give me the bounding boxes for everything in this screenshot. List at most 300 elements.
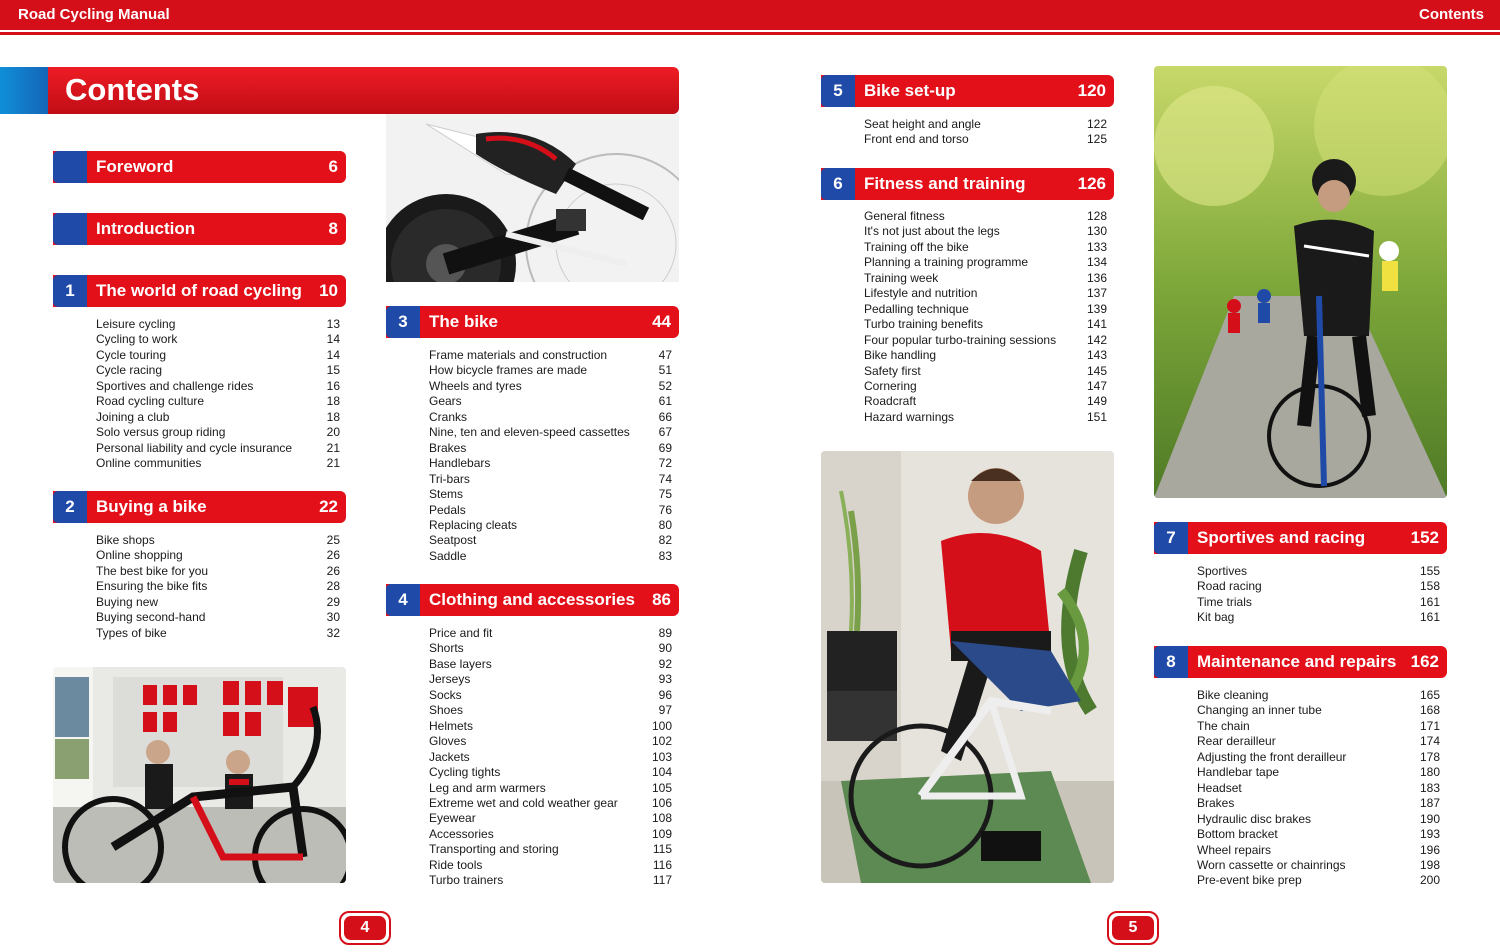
toc-entry-label: Handlebars [429, 456, 491, 471]
page-number-right [1107, 911, 1159, 945]
chapter-1-entries [96, 317, 340, 472]
chapter-page: 162 [1410, 652, 1439, 671]
toc-entry-page: 92 [658, 656, 672, 671]
toc-entry-page: 90 [658, 641, 672, 656]
toc-entry-label: Stems [429, 487, 464, 502]
toc-entry[interactable] [864, 333, 1107, 348]
chapter-7[interactable] [1154, 522, 1447, 554]
toc-entry[interactable] [96, 394, 340, 409]
toc-entry-page: 193 [1419, 827, 1440, 842]
toc-entry-label: Brakes [429, 440, 467, 455]
toc-entry[interactable] [864, 379, 1107, 394]
toc-entry[interactable] [429, 626, 672, 641]
toc-entry[interactable] [429, 765, 672, 780]
toc-entry[interactable] [429, 533, 672, 548]
toc-entry-label: Turbo trainers [429, 873, 504, 888]
toc-entry-label: Replacing cleats [429, 517, 518, 532]
toc-entry-label: Lifestyle and nutrition [864, 286, 978, 301]
toc-entry-label: Types of bike [96, 625, 167, 640]
toc-entry[interactable] [96, 610, 340, 625]
toc-entry-label: Online shopping [96, 548, 183, 563]
chapter-5-entries [864, 117, 1107, 148]
toc-entry-label: Frame materials and construction [429, 348, 608, 362]
toc-entry[interactable] [429, 549, 672, 564]
section-title: Contents [1419, 6, 1484, 23]
chapter-name: Sportives and racing [1197, 528, 1366, 547]
toc-entry-page: 125 [1086, 132, 1107, 147]
toc-entry[interactable] [429, 796, 672, 811]
toc-entry[interactable] [864, 117, 1107, 132]
chapter-3[interactable] [386, 306, 679, 338]
toc-entry[interactable] [96, 410, 340, 425]
chapter-2-entries [96, 533, 340, 641]
toc-entry[interactable] [1197, 579, 1440, 594]
toc-entry-page: 47 [658, 348, 672, 362]
toc-entry-label: Road racing [1197, 579, 1262, 594]
toc-entry-page: 97 [658, 703, 672, 718]
toc-entry[interactable] [96, 564, 340, 579]
toc-entry[interactable] [429, 518, 672, 533]
chapter-name: Bike set-up [864, 81, 956, 100]
toc-entry[interactable] [429, 842, 672, 857]
toc-entry-page: 143 [1086, 348, 1107, 363]
toc-entry[interactable] [1197, 796, 1440, 811]
chapter-6-entries [864, 209, 1107, 425]
toc-entry-page: 128 [1086, 209, 1107, 223]
toc-entry-page: 139 [1086, 301, 1107, 316]
chapter-page: 120 [1077, 81, 1106, 100]
toc-entry-page: 52 [658, 378, 672, 393]
chapter-8-entries [1197, 688, 1440, 889]
chapter-name: Maintenance and repairs [1197, 652, 1397, 671]
chapter-name: The bike [429, 312, 498, 331]
toc-entry[interactable] [1197, 564, 1440, 579]
toc-entry[interactable] [1197, 765, 1440, 780]
toc-entry-label: Cycle racing [96, 363, 163, 378]
toc-entry-label: Worn cassette or chainrings [1197, 857, 1346, 872]
toc-entry-label: Bike handling [864, 348, 937, 363]
toc-entry-page: 51 [658, 363, 672, 378]
toc-entry-page: 136 [1086, 270, 1107, 285]
chapter-2[interactable] [53, 491, 346, 523]
toc-entry-page: 66 [658, 409, 672, 424]
toc-entry-page: 80 [658, 517, 672, 532]
toc-entry[interactable] [429, 472, 672, 487]
toc-entry-label: Cycling tights [429, 765, 501, 780]
chapter-3-entries [429, 348, 672, 564]
chapter-name: Foreword [96, 157, 174, 176]
toc-entry[interactable] [96, 317, 340, 332]
toc-entry[interactable] [429, 750, 672, 765]
toc-entry-label: Pedalling technique [864, 301, 969, 316]
toc-entry[interactable] [429, 781, 672, 796]
toc-entry-label: Wheel repairs [1197, 842, 1272, 857]
contents-banner [0, 67, 679, 114]
toc-entry-label: Pedals [429, 502, 466, 517]
chapter-name: The world of road cycling [96, 281, 302, 300]
page-number: 5 [1112, 916, 1154, 940]
toc-entry-label: Helmets [429, 718, 474, 733]
toc-entry-page: 30 [326, 610, 340, 625]
toc-entry-page: 117 [652, 873, 672, 888]
toc-entry[interactable] [864, 364, 1107, 379]
toc-entry-label: Saddle [429, 548, 467, 563]
toc-entry-label: Seatpost [429, 533, 477, 548]
page-number-left [339, 911, 391, 945]
chapter-number: 2 [53, 491, 87, 523]
toc-entry[interactable] [429, 827, 672, 842]
toc-entry-page: 161 [1419, 594, 1440, 609]
toc-entry-page: 105 [651, 780, 672, 795]
toc-entry-label: Bottom bracket [1197, 827, 1278, 842]
toc-entry[interactable] [429, 719, 672, 734]
chapter-foreword[interactable] [53, 151, 346, 183]
toc-entry[interactable] [864, 209, 1107, 224]
chapter-number-box [53, 151, 87, 183]
toc-entry-page: 141 [1086, 317, 1107, 332]
chapter-name: Clothing and accessories [429, 590, 635, 609]
toc-entry[interactable] [429, 487, 672, 502]
toc-entry-page: 147 [1086, 378, 1107, 393]
toc-entry-page: 61 [658, 394, 672, 409]
toc-entry-page: 187 [1419, 796, 1440, 811]
toc-entry[interactable] [96, 626, 340, 641]
toc-entry-label: Leg and arm warmers [429, 780, 546, 795]
chapter-page: 152 [1410, 528, 1439, 547]
toc-entry-page: 21 [326, 456, 340, 471]
turbo-trainer-photo [821, 451, 1114, 883]
toc-entry-label: Hazard warnings [864, 409, 955, 424]
toc-entry-page: 74 [658, 471, 672, 486]
toc-entry[interactable] [429, 858, 672, 873]
chapter-number: 5 [821, 75, 855, 107]
toc-entry[interactable] [1197, 873, 1440, 888]
toc-entry-page: 134 [1086, 255, 1107, 270]
toc-entry-label: Price and fit [429, 626, 493, 640]
toc-entry[interactable] [96, 425, 340, 440]
toc-entry[interactable] [96, 348, 340, 363]
toc-entry-page: 151 [1086, 409, 1107, 424]
toc-entry-label: Bike cleaning [1197, 688, 1269, 702]
toc-entry-label: Four popular turbo-training sessions [864, 332, 1057, 347]
toc-entry[interactable] [429, 641, 672, 656]
toc-entry-label: Changing an inner tube [1197, 703, 1322, 718]
toc-entry-page: 96 [658, 687, 672, 702]
toc-entry-label: Front end and torso [864, 132, 969, 147]
chapter-page: 8 [328, 219, 338, 238]
toc-entry[interactable] [429, 873, 672, 888]
toc-entry[interactable] [1197, 610, 1440, 625]
toc-entry-label: Adjusting the front derailleur [1197, 749, 1347, 764]
toc-entry-page: 104 [651, 765, 672, 780]
toc-entry[interactable] [429, 734, 672, 749]
toc-entry[interactable] [1197, 703, 1440, 718]
toc-entry-label: Kit bag [1197, 610, 1235, 625]
toc-entry-page: 155 [1419, 564, 1440, 578]
toc-entry-page: 149 [1086, 394, 1107, 409]
toc-entry-label: Bike shops [96, 533, 155, 547]
toc-entry-page: 198 [1419, 857, 1440, 872]
toc-entry[interactable] [864, 271, 1107, 286]
toc-entry[interactable] [96, 363, 340, 378]
chapter-page: 126 [1077, 174, 1106, 193]
chapter-8[interactable] [1154, 646, 1447, 678]
toc-entry-page: 15 [326, 363, 340, 378]
toc-entry[interactable] [429, 688, 672, 703]
toc-entry-label: Ride tools [429, 857, 483, 872]
chapter-number-box [53, 213, 87, 245]
toc-entry-label: It's not just about the legs [864, 224, 1000, 239]
toc-entry-label: General fitness [864, 209, 945, 223]
toc-entry[interactable] [1197, 595, 1440, 610]
toc-entry-page: 28 [326, 579, 340, 594]
toc-entry[interactable] [96, 595, 340, 610]
toc-entry-label: Jerseys [429, 672, 471, 687]
toc-entry-page: 142 [1086, 332, 1107, 347]
chapter-number: 8 [1154, 646, 1188, 678]
toc-entry[interactable] [96, 332, 340, 347]
toc-entry[interactable] [1197, 812, 1440, 827]
toc-entry-page: 14 [326, 347, 340, 362]
chapter-name: Buying a bike [96, 497, 207, 516]
toc-entry-page: 100 [651, 718, 672, 733]
toc-entry[interactable] [864, 394, 1107, 409]
toc-entry-label: Extreme wet and cold weather gear [429, 795, 618, 810]
crankset-photo [386, 114, 679, 282]
toc-entry-page: 75 [658, 487, 672, 502]
toc-entry[interactable] [429, 363, 672, 378]
toc-entry-label: Online communities [96, 456, 202, 471]
toc-entry-label: Gears [429, 394, 462, 409]
toc-entry-label: Eyewear [429, 811, 476, 826]
toc-entry-page: 18 [326, 394, 340, 409]
toc-entry[interactable] [429, 456, 672, 471]
chapter-number: 6 [821, 168, 855, 200]
toc-entry-page: 171 [1419, 718, 1440, 733]
toc-entry-label: Training off the bike [864, 239, 969, 254]
chapter-page: 22 [319, 497, 338, 516]
toc-entry-page: 29 [326, 594, 340, 609]
toc-entry-page: 83 [658, 548, 672, 563]
toc-entry-page: 69 [658, 440, 672, 455]
chapter-number: 3 [386, 306, 420, 338]
toc-entry-page: 196 [1419, 842, 1440, 857]
toc-entry[interactable] [1197, 827, 1440, 842]
toc-entry[interactable] [429, 503, 672, 518]
toc-entry-label: Time trials [1197, 594, 1252, 609]
toc-entry-label: The chain [1197, 718, 1250, 733]
toc-entry-label: Headset [1197, 780, 1242, 795]
page-number: 4 [344, 916, 386, 940]
toc-entry-page: 183 [1419, 780, 1440, 795]
toc-entry[interactable] [429, 410, 672, 425]
toc-entry[interactable] [1197, 719, 1440, 734]
toc-entry[interactable] [429, 811, 672, 826]
toc-entry-label: Cornering [864, 378, 917, 393]
toc-entry[interactable] [864, 240, 1107, 255]
group-ride-photo [1154, 66, 1447, 498]
toc-entry[interactable] [429, 657, 672, 672]
toc-entry[interactable] [1197, 688, 1440, 703]
toc-entry[interactable] [1197, 781, 1440, 796]
toc-entry[interactable] [96, 441, 340, 456]
chapter-page: 86 [652, 590, 671, 609]
chapter-number: 4 [386, 584, 420, 616]
toc-entry-page: 72 [658, 456, 672, 471]
toc-entry-label: Leisure cycling [96, 317, 176, 331]
toc-entry-page: 82 [658, 533, 672, 548]
toc-entry-label: Jackets [429, 749, 470, 764]
toc-entry-page: 13 [326, 317, 340, 331]
toc-entry[interactable] [864, 132, 1107, 147]
toc-entry-label: Safety first [864, 363, 921, 378]
toc-entry-label: Sportives [1197, 564, 1248, 578]
toc-entry-page: 200 [1419, 873, 1440, 888]
chapter-name: Introduction [96, 219, 196, 238]
toc-entry-page: 161 [1419, 610, 1440, 625]
toc-entry[interactable] [96, 579, 340, 594]
toc-entry-page: 76 [658, 502, 672, 517]
page-title: Contents [65, 72, 200, 107]
toc-entry-page: 145 [1086, 363, 1107, 378]
toc-entry-label: Sportives and challenge rides [96, 378, 254, 393]
toc-entry-label: Joining a club [96, 409, 170, 424]
toc-entry[interactable] [864, 302, 1107, 317]
toc-entry[interactable] [96, 456, 340, 471]
chapter-introduction[interactable] [53, 213, 346, 245]
toc-entry-page: 109 [651, 826, 672, 841]
toc-entry-page: 174 [1419, 734, 1440, 749]
toc-entry-label: Personal liability and cycle insurance [96, 440, 293, 455]
toc-entry-page: 25 [326, 533, 340, 547]
toc-entry-label: Brakes [1197, 796, 1235, 811]
chapter-5[interactable] [821, 75, 1114, 107]
toc-entry-label: Buying second-hand [96, 610, 206, 625]
toc-entry-label: Cranks [429, 409, 468, 424]
toc-entry-page: 67 [658, 425, 672, 440]
toc-entry[interactable] [96, 379, 340, 394]
chapter-page: 44 [652, 312, 671, 331]
toc-entry-label: Base layers [429, 656, 492, 671]
chapter-7-entries [1197, 564, 1440, 626]
header-rule [0, 32, 1500, 35]
toc-entry-label: Wheels and tyres [429, 378, 522, 393]
toc-entry[interactable] [1197, 843, 1440, 858]
toc-entry[interactable] [429, 703, 672, 718]
toc-entry-page: 178 [1419, 749, 1440, 764]
toc-entry-page: 102 [651, 734, 672, 749]
chapter-4[interactable] [386, 584, 679, 616]
toc-entry-label: Rear derailleur [1197, 734, 1276, 749]
toc-entry-page: 180 [1419, 765, 1440, 780]
toc-entry-page: 190 [1419, 811, 1440, 826]
toc-entry-label: Shorts [429, 641, 464, 656]
bike-shop-photo [53, 667, 346, 883]
toc-entry-page: 32 [326, 625, 340, 640]
toc-entry-label: Nine, ten and eleven-speed cassettes [429, 425, 630, 440]
toc-entry-page: 122 [1086, 117, 1107, 131]
toc-entry[interactable] [429, 441, 672, 456]
toc-entry[interactable] [96, 533, 340, 548]
chapter-6[interactable] [821, 168, 1114, 200]
toc-entry-label: Handlebar tape [1197, 765, 1280, 780]
chapter-page: 10 [319, 281, 338, 300]
chapter-number: 1 [53, 275, 87, 307]
toc-entry-page: 20 [326, 425, 340, 440]
toc-entry-page: 93 [658, 672, 672, 687]
toc-entry-label: Planning a training programme [864, 255, 1029, 270]
toc-entry[interactable] [864, 410, 1107, 425]
toc-entry-label: Cycling to work [96, 332, 178, 347]
toc-entry-label: Pre-event bike prep [1197, 873, 1302, 888]
toc-entry-page: 130 [1086, 224, 1107, 239]
toc-entry-page: 16 [326, 378, 340, 393]
toc-entry-page: 116 [652, 857, 672, 872]
toc-entry-page: 106 [651, 795, 672, 810]
toc-entry-page: 21 [326, 440, 340, 455]
toc-entry[interactable] [1197, 858, 1440, 873]
toc-entry-label: Shoes [429, 703, 464, 718]
toc-entry-page: 26 [326, 548, 340, 563]
toc-entry-label: The best bike for you [96, 563, 209, 578]
chapter-page: 6 [328, 157, 338, 176]
toc-entry[interactable] [1197, 734, 1440, 749]
toc-entry-page: 18 [326, 409, 340, 424]
toc-entry[interactable] [429, 348, 672, 363]
toc-entry[interactable] [864, 348, 1107, 363]
toc-entry-label: Ensuring the bike fits [96, 579, 208, 594]
toc-entry-label: Turbo training benefits [864, 317, 983, 332]
toc-entry-label: Transporting and storing [429, 842, 559, 857]
toc-entry[interactable] [864, 317, 1107, 332]
toc-entry[interactable] [1197, 750, 1440, 765]
toc-entry-page: 26 [326, 563, 340, 578]
toc-entry-label: Accessories [429, 826, 494, 841]
toc-entry-label: How bicycle frames are made [429, 363, 588, 378]
toc-entry[interactable] [96, 548, 340, 563]
toc-entry-label: Solo versus group riding [96, 425, 226, 440]
toc-entry-label: Buying new [96, 594, 159, 609]
toc-entry[interactable] [429, 425, 672, 440]
book-title: Road Cycling Manual [18, 6, 170, 23]
chapter-1[interactable] [53, 275, 346, 307]
toc-entry-page: 168 [1419, 703, 1440, 718]
toc-entry-page: 108 [651, 811, 672, 826]
toc-entry-label: Socks [429, 687, 462, 702]
toc-entry-label: Tri-bars [429, 471, 470, 486]
toc-entry-page: 89 [658, 626, 672, 640]
toc-entry-page: 137 [1086, 286, 1107, 301]
toc-entry-label: Hydraulic disc brakes [1197, 811, 1312, 826]
toc-entry-label: Training week [864, 270, 939, 285]
toc-entry-page: 158 [1419, 579, 1440, 594]
toc-entry-label: Seat height and angle [864, 117, 981, 131]
chapter-4-entries [429, 626, 672, 889]
banner-blue-accent [0, 67, 48, 114]
toc-entry-page: 115 [652, 842, 672, 857]
toc-entry[interactable] [429, 394, 672, 409]
toc-entry[interactable] [864, 224, 1107, 239]
toc-entry-label: Gloves [429, 734, 467, 749]
toc-entry-page: 165 [1419, 688, 1440, 702]
chapter-number: 7 [1154, 522, 1188, 554]
running-header [0, 0, 1500, 30]
toc-entry-page: 103 [651, 749, 672, 764]
toc-entry[interactable] [864, 255, 1107, 270]
toc-entry[interactable] [864, 286, 1107, 301]
toc-entry[interactable] [429, 672, 672, 687]
toc-entry[interactable] [429, 379, 672, 394]
